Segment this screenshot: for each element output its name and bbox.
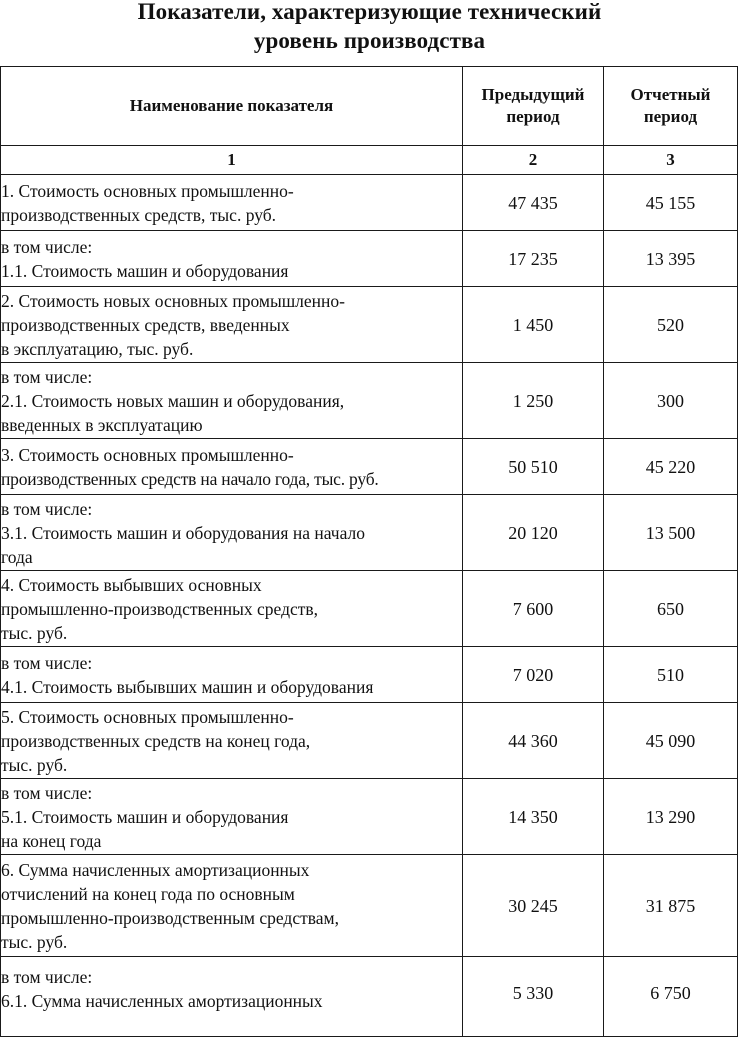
indicator-line: года [1,546,33,567]
current-value: 13 290 [604,779,738,855]
indicator-name [1,855,463,957]
indicator-line: 1.1. Стоимость машин и оборудования [1,260,289,281]
previous-value: 1 250 [463,363,604,439]
column-number: 2 [463,146,604,175]
indicator-line: тыс. руб. [1,754,68,775]
indicator-name [1,495,463,571]
current-value: 31 875 [604,855,738,957]
header-previous-line-1: Предыдущий [481,85,585,104]
indicator-name [1,957,463,1037]
header-previous-period [463,67,604,146]
indicator-line: производственных средств, введенных [1,314,290,335]
indicator-line: в том числе: [1,967,93,987]
current-value: 13 500 [604,495,738,571]
table-row [1,957,738,1037]
indicator-name [1,647,463,703]
previous-value: 7 600 [463,571,604,647]
previous-value: 17 235 [463,231,604,287]
table-row [1,779,738,855]
current-value: 300 [604,363,738,439]
indicator-line: производственных средств на конец года, [1,730,311,751]
indicator-line: отчислений на конец года по основным [1,883,295,904]
indicator-line: производственных средств на начало года, тыс. руб. [1,468,379,489]
indicator-line: промышленно-производственным средствам, [1,907,339,928]
indicator-line: 5.1. Стоимость машин и оборудования [1,806,289,827]
indicator-line: в том числе: [1,498,93,519]
indicator-name [1,287,463,363]
previous-value: 30 245 [463,855,604,957]
indicator-line: в том числе: [1,652,93,673]
indicator-name [1,703,463,779]
current-value: 520 [604,287,738,363]
table-row [1,571,738,647]
current-value-text: 6 750 [650,983,691,1003]
indicator-line: в том числе: [1,236,93,257]
header-current-line-2: период [643,107,698,126]
table-row [1,287,738,363]
current-value: 13 395 [604,231,738,287]
table-row [1,231,738,287]
table-row [1,175,738,231]
indicator-line: тыс. руб. [1,931,68,952]
indicator-line: в том числе: [1,782,93,803]
indicator-line: тыс. руб. [1,622,68,643]
current-value: 45 220 [604,439,738,495]
indicator-name [1,363,463,439]
current-value: 45 155 [604,175,738,231]
header-name: Наименование показателя [1,67,463,146]
current-value: 45 090 [604,703,738,779]
indicator-name [1,175,463,231]
current-value [604,957,738,1037]
table-row [1,703,738,779]
header-row [1,67,738,146]
indicator-line: 4. Стоимость выбывших основных [1,574,262,595]
previous-value: 20 120 [463,495,604,571]
previous-value: 14 350 [463,779,604,855]
title-line-2: уровень производства [253,28,486,53]
indicator-name [1,779,463,855]
indicator-line: на конец года [1,830,102,851]
indicator-line: 3. Стоимость основных промышленно- [1,444,294,465]
title-line-1: Показатели, характеризующие технический [137,0,602,24]
column-number-row [1,146,738,175]
previous-value: 44 360 [463,703,604,779]
table-row [1,855,738,957]
previous-value: 50 510 [463,439,604,495]
header-current-period [604,67,738,146]
previous-value: 47 435 [463,175,604,231]
indicator-line: введенных в эксплуатацию [1,414,203,435]
page-title [0,0,739,55]
indicators-table [0,66,738,1037]
previous-value [463,957,604,1037]
previous-value: 1 450 [463,287,604,363]
previous-value-text: 5 330 [512,983,554,1003]
table-row [1,439,738,495]
previous-value: 7 020 [463,647,604,703]
column-number: 1 [1,146,463,175]
table-row [1,647,738,703]
indicator-line: промышленно-производственных средств, [1,598,319,619]
column-number: 3 [604,146,738,175]
indicator-line: 2. Стоимость новых основных промышленно- [1,290,345,311]
indicator-line: 3.1. Стоимость машин и оборудования на начало [1,522,365,543]
indicator-line: в том числе: [1,366,93,387]
indicator-name [1,231,463,287]
indicator-line: 6.1. Сумма начисленных амортизационных [1,991,323,1011]
indicator-name [1,571,463,647]
header-current-line-1: Отчетный [630,85,711,104]
current-value: 510 [604,647,738,703]
indicator-name [1,439,463,495]
indicator-line: 5. Стоимость основных промышленно- [1,706,294,727]
indicator-line: 1. Стоимость основных промышленно- [1,180,294,201]
current-value: 650 [604,571,738,647]
header-previous-line-2: период [506,107,560,126]
indicator-line: в эксплуатацию, тыс. руб. [1,338,194,359]
indicator-line: 6. Сумма начисленных амортизационных [1,859,310,880]
indicator-line: производственных средств, тыс. руб. [1,204,277,225]
table-row [1,363,738,439]
indicator-line: 2.1. Стоимость новых машин и оборудования, [1,390,345,411]
table-row [1,495,738,571]
indicator-line: 4.1. Стоимость выбывших машин и оборудования [1,676,374,697]
